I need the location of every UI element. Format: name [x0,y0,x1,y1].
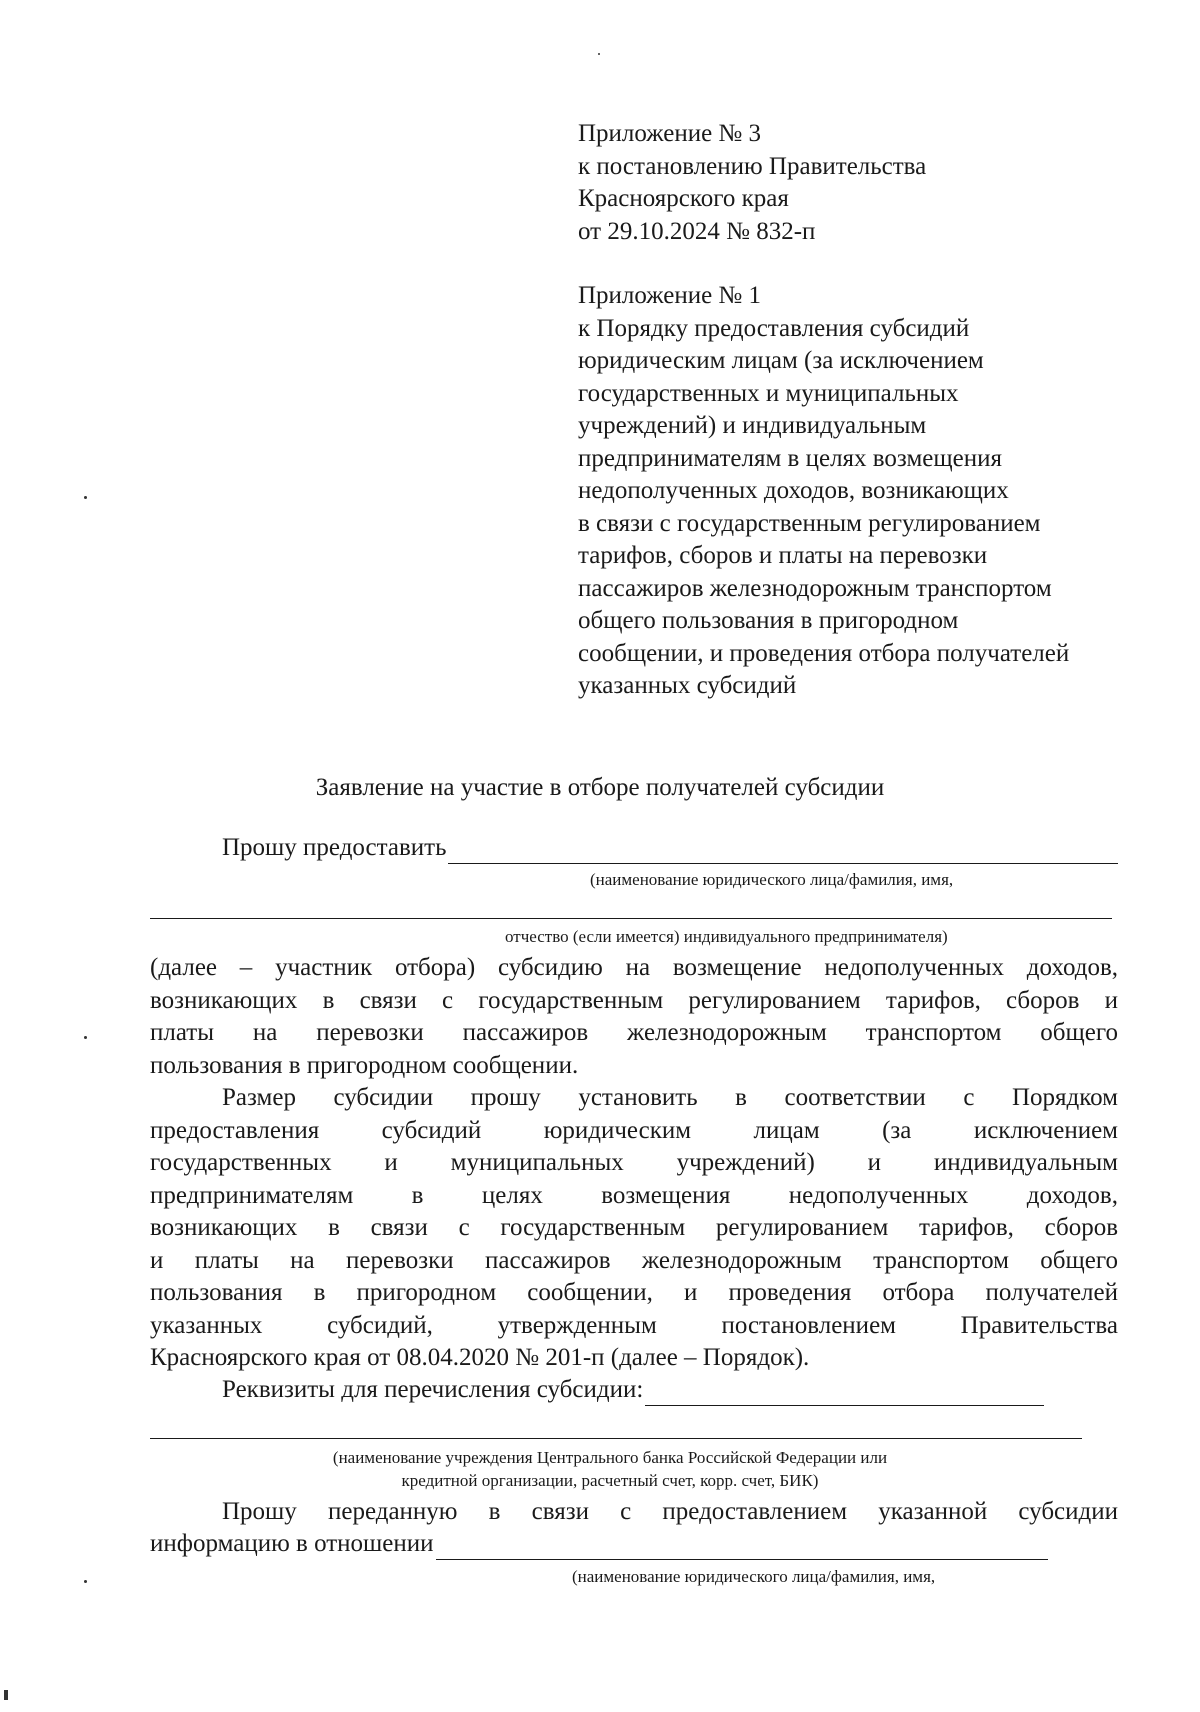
request-label: Прошу предоставить [222,834,447,861]
scan-speck [84,496,87,499]
appendix-1-line: в связи с государственным регулированием [578,509,1041,537]
scan-speck [598,53,600,55]
appendix-1-line: предпринимателям в целях возмещения [578,444,1002,472]
information-subject-field[interactable] [436,1533,1048,1560]
appendix-3-line: Приложение № 3 [578,120,762,147]
request-hint-2: отчество (если имеется) индивидуального предпринимателя) [505,927,948,946]
applicant-name-field[interactable] [448,837,1118,864]
appendix-1-line: государственных и муниципальных [578,379,959,407]
scan-speck [84,1036,87,1039]
scan-speck [84,1580,87,1583]
requisites-row [150,1374,1044,1406]
paragraph-2-line: пользования в пригородном сообщении, и проведения отбора получателей [150,1279,1118,1306]
scan-speck [4,1690,8,1700]
paragraph-2-line: предоставления субсидий юридическим лицам (за исключением [150,1116,1118,1144]
appendix-3-line: Красноярского края [578,185,789,212]
appendix-1-line: учреждений) и индивидуальным [578,412,927,439]
paragraph-1-line: пользования в пригородном сообщении. [150,1051,579,1079]
paragraph-2-line: указанных субсидий, утвержденным постановлением Правительства [150,1311,1118,1339]
requisites-label: Реквизиты для перечисления субсидии: [222,1376,644,1403]
appendix-3-header [578,118,1178,248]
information-row [150,1528,1048,1560]
appendix-1-header [578,280,1178,703]
information-hint: (наименование юридического лица/фамилия, имя, [572,1567,936,1586]
paragraph-3 [150,1496,1118,1529]
request-row [150,832,1118,864]
requisites-field-continued[interactable] [150,1438,1082,1439]
paragraph-2-line: возникающих в связи с государственным регулированием тарифов, сборов [150,1214,1118,1241]
request-hint-1: (наименование юридического лица/фамилия, имя, [590,870,954,889]
requisites-hint-2: кредитной организации, расчетный счет, корр. счет, БИК) [401,1471,819,1490]
paragraph-2-line: и платы на перевозки пассажиров железнодорожным транспортом общего [150,1246,1118,1274]
appendix-1-line: тарифов, сборов и платы на перевозки [578,542,988,569]
appendix-1-line: указанных субсидий [578,672,797,699]
requisites-hint-1: (наименование учреждения Центрального банка Российской Федерации или [332,1448,888,1467]
document-title: Заявление на участие в отборе получателей субсидии [315,774,885,801]
appendix-1-line: юридическим лицам (за исключением [578,347,984,374]
paragraph-2-line: государственных и муниципальных учреждений) и индивидуальным [150,1149,1118,1176]
paragraph-1-line: (далее – участник отбора) субсидию на возмещение недополученных доходов, [150,954,1118,981]
appendix-1-line: недополученных доходов, возникающих [578,477,1009,504]
paragraph-1-line: возникающих в связи с государственным регулированием тарифов, сборов и [150,986,1118,1014]
appendix-1-line: Приложение № 1 [578,282,762,309]
requisites-field[interactable] [645,1379,1044,1406]
paragraph-2-line: Красноярского края от 08.04.2020 № 201-п (далее – Порядок). [150,1344,810,1371]
paragraph-3-line: Прошу переданную в связи с предоставлением указанной субсидии [222,1498,1118,1525]
appendix-3-line: к постановлению Правительства [578,152,927,180]
paragraph-2-line: предпринимателям в целях возмещения недополученных доходов, [150,1181,1118,1209]
appendix-1-line: общего пользования в пригородном [578,607,959,634]
applicant-name-field-continued[interactable] [150,918,1112,919]
paragraph-2 [150,1082,1118,1375]
appendix-1-line: пассажиров железнодорожным транспортом [578,574,1052,602]
information-label: информацию в отношении [150,1530,434,1557]
appendix-1-line: к Порядку предоставления субсидий [578,314,970,342]
paragraph-2-line: Размер субсидии прошу установить в соответствии с Порядком [222,1084,1118,1111]
paragraph-1 [150,952,1118,1082]
appendix-3-line: от 29.10.2024 № 832-п [578,217,816,245]
paragraph-1-line: платы на перевозки пассажиров железнодорожным транспортом общего [150,1019,1118,1046]
appendix-1-line: сообщении, и проведения отбора получателей [578,639,1070,667]
